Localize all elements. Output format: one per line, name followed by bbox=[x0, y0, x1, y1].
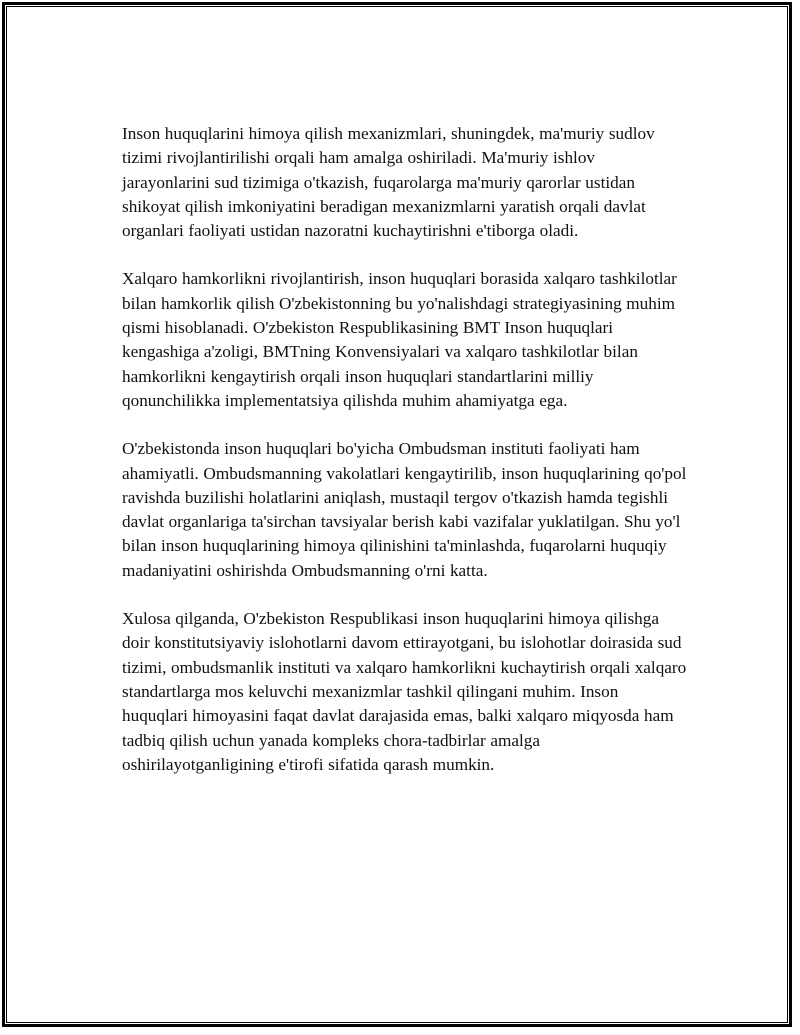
paragraph-international-cooperation: Xalqaro hamkorlikni rivojlantirish, inson huquqlari borasida xalqaro tashkilotlar bilan hamkorlik qilish O'zbekistonning bu yo'nalishdagi strategiyasining muhim qismi hisoblanadi. O'zbekiston Respublikasining BMT Inson huquqlari kengashiga a'zoligi, BMTning Konvensiyalari va xalqaro tashkilotlar bilan hamkorlikni kengaytirish orqali inson huquqlari standartlarini milliy qonunchilikka implementatsiya qilishda muhim ahamiyatga ega. bbox=[122, 269, 677, 410]
paragraph-ombudsman-institute: O'zbekistonda inson huquqlari bo'yicha Ombudsman instituti faoliyati ham ahamiyatli. Ombudsmanning vakolatlari kengaytirilib, inson huquqlarining qo'pol ravishda buzilishi holatlarini aniqlash, mustaqil tergov o'tkazish hamda tegishli davlat organlariga ta'sirchan tavsiyalar berish kabi vazifalar yuklatilgan. Shu yo'l bilan inson huquqlarining himoya qilinishini ta'minlashda, fuqarolarni huquqiy madaniyatini oshirishda Ombudsmanning o'rni katta. bbox=[122, 439, 687, 580]
page-border bbox=[2, 2, 792, 1027]
paragraph-conclusion: Xulosa qilganda, O'zbekiston Respublikasi inson huquqlarini himoya qilishga doir konstitutsiyaviy islohotlarni davom ettirayotgani, bu islohotlar doirasida sud tizimi, ombudsmanlik instituti va xalqaro hamkorlikni kuchaytirish orqali xalqaro standartlarga mos keluvchi mexanizmlar tashkil qilingani muhim. Inson huquqlari himoyasini faqat davlat darajasida emas, balki xalqaro miqyosda ham tadbiq qilish uchun yanada kompleks chora-tadbirlar amalga oshirilayotganligining e'tirofi sifatida qarash mumkin. bbox=[122, 609, 687, 774]
paragraph-administrative-justice: Inson huquqlarini himoya qilish mexanizmlari, shuningdek, ma'muriy sudlov tizimi rivojlantirilishi orqali ham amalga oshiriladi. Ma'muriy ishlov jarayonlarini sud tizimiga o'tkazish, fuqarolarga ma'muriy qarorlar ustidan shikoyat qilish imkoniyatini beradigan mexanizmlarni yaratish orqali davlat organlari faoliyati ustidan nazoratni kuchaytirishni e'tiborga oladi. bbox=[122, 124, 655, 241]
document-body bbox=[122, 122, 687, 777]
